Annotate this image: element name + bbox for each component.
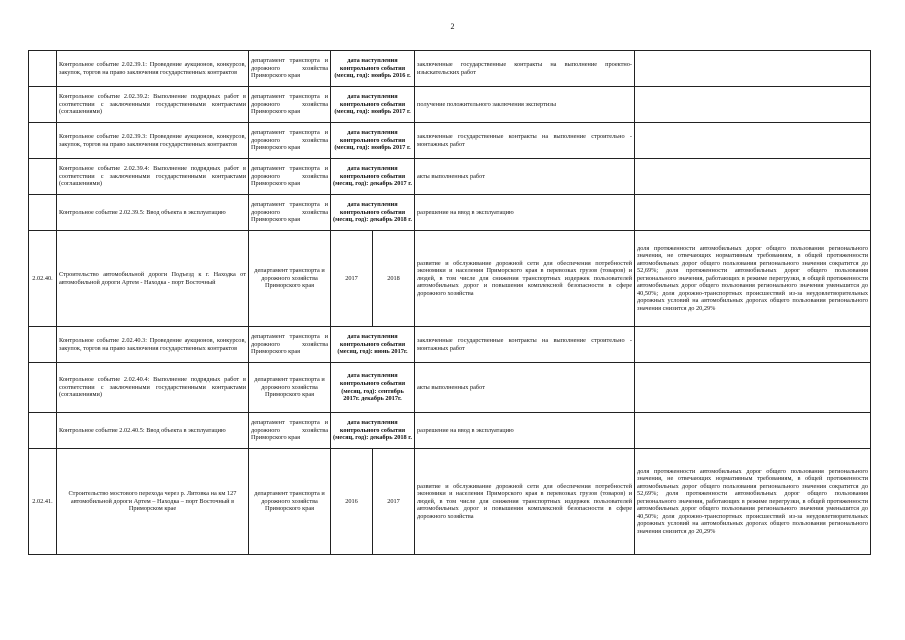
page-number: 2 (450, 22, 455, 31)
end-year: 2018 (373, 231, 415, 327)
table-row (29, 87, 871, 123)
deadline-label: дата наступления контрольного события (месяц, год): (333, 419, 406, 442)
deadline-label: дата наступления контрольного события (месяц, год): (333, 201, 406, 224)
deadline-cell (331, 413, 415, 449)
deadline-value: ноябрь 2017 г. (371, 108, 411, 116)
executor-cell: департамент транспорта и дорожного хозяйства Приморского края (249, 327, 331, 363)
executor-cell: департамент транспорта и дорожного хозяйства Приморского края (249, 363, 331, 413)
result-cell: акты выполненных работ (415, 363, 635, 413)
deadline-label: дата наступления контрольного события (месяц, год): (334, 129, 406, 152)
indicators-cell (635, 413, 871, 449)
num-cell (29, 327, 57, 363)
table-row (29, 413, 871, 449)
deadline-cell (331, 195, 415, 231)
event-name: Контрольное событие 2.02.39.5: Ввод объекта в эксплуатацию (57, 195, 249, 231)
start-year: 2016 (331, 449, 373, 555)
table-row-main (29, 449, 871, 555)
executor-cell: департамент транспорта и дорожного хозяйства Приморского края (249, 159, 331, 195)
result-cell: разрешение на ввод в эксплуатацию (415, 195, 635, 231)
table-row (29, 363, 871, 413)
deadline-cell (331, 363, 415, 413)
deadline-label: дата наступления контрольного события (месяц, год): (334, 93, 406, 116)
deadline-cell (331, 51, 415, 87)
deadline-cell (331, 159, 415, 195)
executor-cell: департамент транспорта и дорожного хозяйства Приморского края (249, 413, 331, 449)
program-table (28, 50, 871, 555)
table-row-main (29, 231, 871, 327)
deadline-value: сентябрь 2017г. декабрь 2017г. (343, 387, 404, 403)
result-cell: заключенные государственные контракты на выполнение строительно - монтажных работ (415, 327, 635, 363)
num-cell (29, 87, 57, 123)
deadline-value: декабрь 2018 г. (369, 216, 412, 224)
indicators-cell (635, 159, 871, 195)
deadline-value: ноябрь 2016 г. (371, 72, 411, 80)
executor-cell: департамент транспорта и дорожного хозяйства Приморского края (249, 231, 331, 327)
deadline-value: июнь 2017г. (374, 348, 408, 356)
event-name: Контрольное событие 2.02.39.3: Проведение аукционов, конкурсов, закупок, торгов на право заключения государственных контрактов (57, 123, 249, 159)
num-cell (29, 195, 57, 231)
indicators-cell (635, 87, 871, 123)
deadline-cell (331, 327, 415, 363)
indicators-cell (635, 123, 871, 159)
indicators-cell (635, 327, 871, 363)
deadline-value: ноябрь 2017 г. (371, 144, 411, 152)
num-cell (29, 159, 57, 195)
deadline-value: декабрь 2017 г. (369, 180, 412, 188)
num-cell (29, 51, 57, 87)
table-row (29, 51, 871, 87)
executor-cell: департамент транспорта и дорожного хозяйства Приморского края (249, 87, 331, 123)
table-row (29, 195, 871, 231)
executor-cell: департамент транспорта и дорожного хозяйства Приморского края (249, 449, 331, 555)
num-cell (29, 123, 57, 159)
result-cell: развитие и обслуживание дорожной сети для обеспечения потребностей экономики и населения Приморского края в перевозках грузов (товаров) и людей, в том числе для снижения транспортных издержек пользователей автомобильных дорог и повышения комплексной безопасности в сфере дорожного хозяйства (415, 449, 635, 555)
table-row (29, 327, 871, 363)
result-cell: заключенные государственные контракты на выполнение строительно - монтажных работ (415, 123, 635, 159)
indicators-cell (635, 51, 871, 87)
num-cell: 2.02.40. (29, 231, 57, 327)
event-name: Контрольное событие 2.02.40.5: Ввод объекта в эксплуатацию (57, 413, 249, 449)
deadline-cell (331, 123, 415, 159)
result-cell: разрешение на ввод в эксплуатацию (415, 413, 635, 449)
table-row (29, 159, 871, 195)
indicators-cell: доля протяженности автомобильных дорог общего пользования регионального значения, не отвечающих нормативным требованиям, в общей протяженности автомобильных дорог общего пользования регионального значения сократится до 52,69%; доля протяженности автомобильных дорог общего пользования регионального значения, работающих в режиме перегрузки, в общей протяженности автомобильных дорог общего пользования регионального значения уменьшится до 40,50%; доля дорожно-транспортных происшествий из-за неудовлетворительных дорожных условий на автомобильных дорогах общего пользования регионального значения снизится до 20,29% (635, 231, 871, 327)
deadline-cell (331, 87, 415, 123)
table-row (29, 123, 871, 159)
measure-name: Строительство автомобильной дороги Подъезд к г. Находка от автомобильной дороги Артем - Находка - порт Восточный (57, 231, 249, 327)
deadline-label: дата наступления контрольного события (месяц, год): (337, 333, 406, 356)
indicators-cell: доля протяженности автомобильных дорог общего пользования регионального значения, не отвечающих нормативным требованиям, в общей протяженности автомобильных дорог общего пользования регионального значения сократится до 52,69%; доля протяженности автомобильных дорог общего пользования регионального значения, работающих в режиме перегрузки, в общей протяженности автомобильных дорог общего пользования регионального значения уменьшится до 40,50%; доля дорожно-транспортных происшествий из-за неудовлетворительных дорожных условий на автомобильных дорогах общего пользования регионального значения снизится до 20,29% (635, 449, 871, 555)
event-name: Контрольное событие 2.02.40.4: Выполнение подрядных работ в соответствии с заключенными государственными контрактами (соглашениями) (57, 363, 249, 413)
deadline-label: дата наступления контрольного события (месяц, год): (339, 372, 406, 395)
end-year: 2017 (373, 449, 415, 555)
event-name: Контрольное событие 2.02.39.2: Выполнение подрядных работ в соответствии с заключенными государственными контрактами (соглашениями) (57, 87, 249, 123)
start-year: 2017 (331, 231, 373, 327)
indicators-cell (635, 195, 871, 231)
executor-cell: департамент транспорта и дорожного хозяйства Приморского края (249, 123, 331, 159)
result-cell: заключенные государственные контракты на выполнение проектно-изыскательских работ (415, 51, 635, 87)
indicators-cell (635, 363, 871, 413)
num-cell (29, 363, 57, 413)
event-name: Контрольное событие 2.02.39.4: Выполнение подрядных работ в соответствии с заключенными государственными контрактами (соглашениями) (57, 159, 249, 195)
executor-cell: департамент транспорта и дорожного хозяйства Приморского края (249, 195, 331, 231)
executor-cell: департамент транспорта и дорожного хозяйства Приморского края (249, 51, 331, 87)
result-cell: акты выполненных работ (415, 159, 635, 195)
deadline-label: дата наступления контрольного события (месяц, год): (333, 165, 406, 188)
deadline-value: декабрь 2018 г. (369, 434, 412, 442)
deadline-label: дата наступления контрольного события (месяц, год): (334, 57, 406, 80)
result-cell: получение положительного заключения экспертизы (415, 87, 635, 123)
result-cell: развитие и обслуживание дорожной сети для обеспечения потребностей экономики и населения Приморского края в перевозках грузов (товаров) и людей, в том числе для снижения транспортных издержек пользователей автомобильных дорог и повышения комплексной безопасности в сфере дорожного хозяйства (415, 231, 635, 327)
event-name: Контрольное событие 2.02.39.1: Проведение аукционов, конкурсов, закупок, торгов на право заключения государственных контрактов (57, 51, 249, 87)
event-name: Контрольное событие 2.02.40.3: Проведение аукционов, конкурсов, закупок, торгов на право заключения государственных контрактов (57, 327, 249, 363)
measure-name: Строительство мостового перехода через р. Литовка на км 127 автомобильной дороги Артем – Находка – порт Восточный в Приморском крае (57, 449, 249, 555)
num-cell: 2.02.41. (29, 449, 57, 555)
num-cell (29, 413, 57, 449)
